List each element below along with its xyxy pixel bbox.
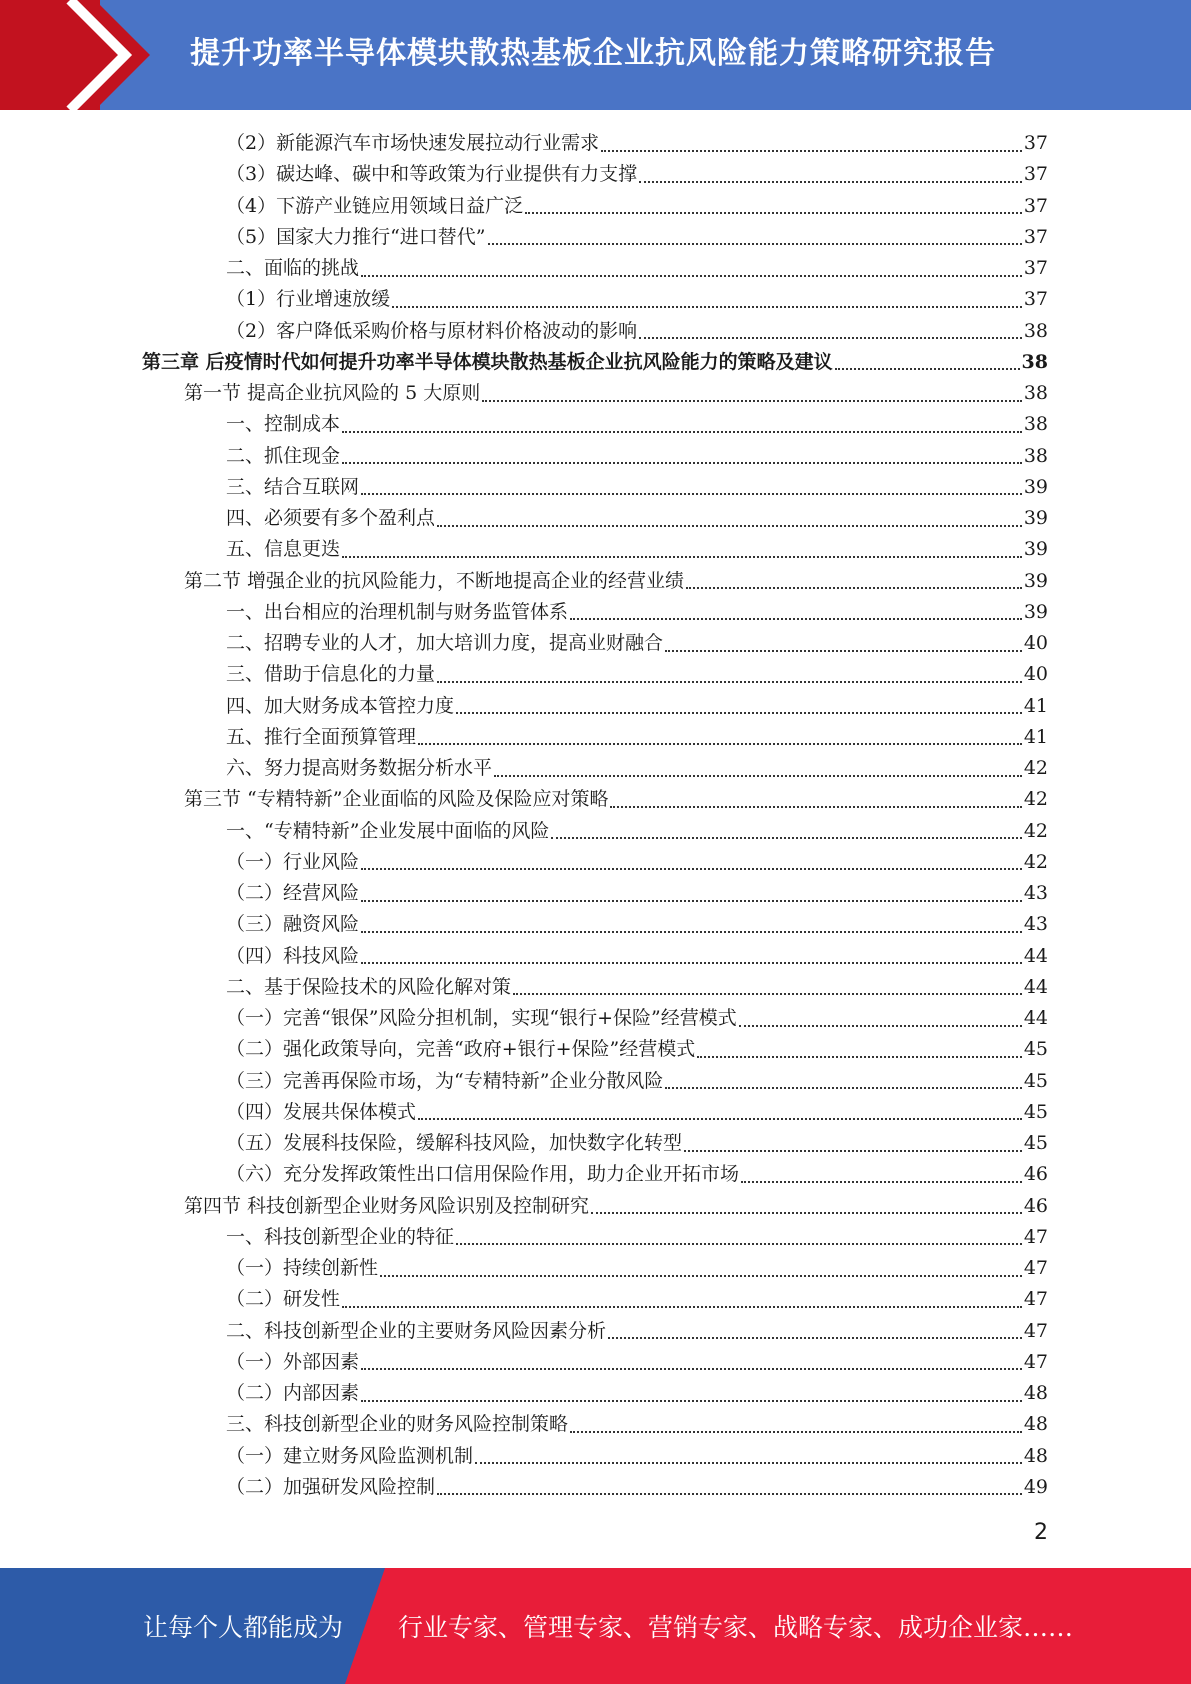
toc-subsection-entry[interactable] (226, 284, 1048, 315)
report-header (0, 0, 1191, 110)
toc-dot-leader (342, 431, 1022, 433)
toc-entry-title: （六）充分发挥政策性出口信用保险作用，助力企业开拓市场 (226, 1163, 740, 1186)
toc-entry-page: 47 (1023, 1350, 1048, 1373)
toc-entry-page: 37 (1023, 163, 1048, 186)
toc-entry-page: 47 (1023, 1257, 1048, 1279)
toc-dot-leader (342, 462, 1022, 464)
toc-entry-page: 38 (1023, 444, 1048, 467)
toc-entry-title: （一）行业风险 (226, 850, 360, 873)
toc-entry-title: 四、必须要有多个盈利点 (226, 507, 436, 529)
toc-entry-title: 五、信息更迭 (226, 538, 341, 561)
toc-subsection-entry[interactable] (226, 1284, 1048, 1315)
toc-entry-page: 37 (1023, 194, 1048, 217)
toc-subsection-entry[interactable] (226, 941, 1048, 972)
toc-entry-title: 一、出台相应的治理机制与财务监管体系 (226, 600, 569, 623)
toc-dot-leader (482, 400, 1022, 402)
toc-dot-leader (513, 993, 1022, 995)
toc-subsection-entry[interactable] (226, 1409, 1048, 1440)
toc-subsection-entry[interactable] (226, 191, 1048, 222)
toc-dot-leader (741, 1181, 1022, 1183)
toc-entry-page: 40 (1023, 632, 1048, 654)
toc-entry-page: 38 (1023, 319, 1048, 342)
toc-section-entry[interactable] (184, 1191, 1048, 1222)
toc-dot-leader (361, 493, 1022, 495)
toc-entry-page: 42 (1023, 850, 1048, 873)
toc-subsection-entry[interactable] (226, 128, 1048, 159)
toc-subsection-entry[interactable] (226, 659, 1048, 690)
toc-subsection-entry[interactable] (226, 972, 1048, 1003)
toc-dot-leader (601, 150, 1022, 152)
toc-dot-leader (392, 306, 1022, 308)
toc-dot-leader (361, 900, 1022, 902)
toc-subsection-entry[interactable] (226, 847, 1048, 878)
header-chevron-icon (0, 0, 150, 110)
toc-entry-page: 48 (1023, 1413, 1048, 1436)
toc-entry-page: 37 (1023, 288, 1048, 311)
toc-entry-title: （二）经营风险 (226, 882, 360, 904)
toc-dot-leader (525, 212, 1022, 214)
toc-entry-title: 三、结合互联网 (226, 475, 360, 498)
toc-entry-page: 38 (1023, 413, 1048, 436)
toc-entry-title: （2）新能源汽车市场快速发展拉动行业需求 (226, 132, 600, 154)
footer-slogan-left: 让每个人都能成为 (143, 1613, 344, 1642)
toc-entry-title: 第四节 科技创新型企业财务风险识别及控制研究 (184, 1194, 590, 1217)
toc-dot-leader (739, 1025, 1022, 1027)
toc-subsection-entry[interactable] (226, 1222, 1048, 1253)
toc-dot-leader (639, 337, 1022, 339)
toc-dot-leader (437, 681, 1022, 683)
toc-subsection-entry[interactable] (226, 159, 1048, 190)
toc-entry-title: 五、推行全面预算管理 (226, 725, 417, 748)
toc-entry-page: 39 (1023, 569, 1048, 592)
toc-dot-leader (361, 931, 1022, 933)
toc-dot-leader (380, 1275, 1022, 1277)
toc-dot-leader (570, 1431, 1022, 1433)
toc-entry-title: （三）融资风险 (226, 913, 360, 936)
toc-entry-page: 46 (1023, 1163, 1048, 1186)
toc-dot-leader (591, 1212, 1022, 1214)
toc-entry-page: 41 (1023, 694, 1048, 717)
toc-entry-title: 二、基于保险技术的风险化解对策 (226, 975, 512, 998)
footer-banner (0, 1568, 1191, 1684)
toc-subsection-entry[interactable] (226, 816, 1048, 847)
toc-entry-title: 三、借助于信息化的力量 (226, 663, 436, 686)
toc-section-entry[interactable] (184, 566, 1048, 597)
toc-entry-title: 第二节 增强企业的抗风险能力，不断地提高企业的经营业绩 (184, 569, 685, 592)
toc-entry-page: 39 (1023, 507, 1048, 529)
toc-entry-title: （5）国家大力推行“进口替代” (226, 225, 486, 248)
toc-dot-leader (684, 1150, 1022, 1152)
toc-entry-page: 46 (1023, 1194, 1048, 1217)
toc-entry-page: 42 (1023, 819, 1048, 842)
toc-entry-title: （二）强化政策导向，完善“政府+银行+保险”经营模式 (226, 1038, 696, 1061)
toc-subsection-entry[interactable] (226, 597, 1048, 628)
toc-entry-title: （2）客户降低采购价格与原材料价格波动的影响 (226, 319, 638, 342)
toc-entry-page: 44 (1023, 944, 1048, 967)
toc-entry-page: 48 (1023, 1382, 1048, 1404)
toc-entry-title: 第一节 提高企业抗风险的 5 大原则 (184, 382, 481, 404)
toc-entry-page: 37 (1023, 132, 1048, 154)
toc-subsection-entry[interactable] (226, 878, 1048, 909)
toc-entry-title: （三）完善再保险市场，为“专精特新”企业分散风险 (226, 1069, 664, 1092)
toc-subsection-entry[interactable] (226, 1034, 1048, 1065)
toc-subsection-entry[interactable] (226, 1066, 1048, 1097)
toc-dot-leader (665, 650, 1022, 652)
toc-entry-page: 38 (1023, 382, 1048, 404)
toc-entry-page: 43 (1023, 882, 1048, 904)
toc-dot-leader (361, 1400, 1022, 1402)
toc-entry-title: （一）外部因素 (226, 1350, 360, 1373)
toc-subsection-entry[interactable] (226, 472, 1048, 503)
toc-subsection-entry[interactable] (226, 628, 1048, 659)
toc-dot-leader (361, 868, 1022, 870)
toc-subsection-entry[interactable] (226, 441, 1048, 472)
report-title: 提升功率半导体模块散热基板企业抗风险能力策略研究报告 (190, 36, 996, 71)
toc-entry-page: 39 (1023, 538, 1048, 561)
toc-subsection-entry[interactable] (226, 253, 1048, 284)
toc-entry-title: 二、抓住现金 (226, 444, 341, 467)
toc-dot-leader (361, 275, 1022, 277)
toc-subsection-entry[interactable] (226, 1003, 1048, 1034)
toc-entry-title: （3）碳达峰、碳中和等政策为行业提供有力支撑 (226, 163, 638, 186)
footer-slogan-right: 行业专家、管理专家、营销专家、战略专家、成功企业家…… (398, 1613, 1074, 1642)
toc-subsection-entry[interactable] (226, 1316, 1048, 1347)
toc-dot-leader (475, 1462, 1022, 1464)
toc-dot-leader (835, 368, 1020, 370)
toc-entry-title: 一、科技创新型企业的特征 (226, 1225, 455, 1248)
toc-dot-leader (437, 1493, 1022, 1495)
toc-entry-title: （一）持续创新性 (226, 1257, 379, 1279)
toc-subsection-entry[interactable] (226, 1441, 1048, 1472)
toc-entry-page: 45 (1023, 1069, 1048, 1092)
toc-dot-leader (418, 1118, 1022, 1120)
toc-entry-page: 39 (1023, 475, 1048, 498)
toc-entry-page: 45 (1023, 1100, 1048, 1123)
toc-subsection-entry[interactable] (226, 1472, 1048, 1503)
toc-entry-page: 47 (1023, 1225, 1048, 1248)
toc-entry-page: 44 (1023, 1007, 1048, 1029)
toc-subsection-entry[interactable] (226, 1378, 1048, 1409)
toc-entry-title: 三、科技创新型企业的财务风险控制策略 (226, 1413, 569, 1436)
toc-dot-leader (418, 743, 1022, 745)
toc-entry-page: 48 (1023, 1444, 1048, 1467)
page-number: 2 (1034, 1520, 1048, 1545)
toc-subsection-entry[interactable] (226, 722, 1048, 753)
toc-dot-leader (608, 1337, 1022, 1339)
toc-entry-title: 二、招聘专业的人才，加大培训力度，提高业财融合 (226, 632, 664, 654)
toc-entry-title: 一、“专精特新”企业发展中面临的风险 (226, 819, 550, 842)
toc-dot-leader (456, 712, 1022, 714)
toc-entry-page: 45 (1023, 1132, 1048, 1154)
toc-entry-title: 第三章 后疫情时代如何提升功率半导体模块散热基板企业抗风险能力的策略及建议 (142, 350, 833, 373)
toc-subsection-entry[interactable] (226, 1097, 1048, 1128)
toc-dot-leader (639, 181, 1022, 183)
toc-entry-title: （一）完善“银保”风险分担机制，实现“银行+保险”经营模式 (226, 1007, 737, 1029)
toc-entry-page: 42 (1023, 788, 1048, 811)
toc-dot-leader (686, 587, 1022, 589)
toc-entry-page: 37 (1023, 225, 1048, 248)
toc-subsection-entry[interactable] (226, 909, 1048, 940)
toc-entry-title: 四、加大财务成本管控力度 (226, 694, 455, 717)
toc-entry-title: 第三节 “专精特新”企业面临的风险及保险应对策略 (184, 788, 609, 811)
toc-entry-title: 二、科技创新型企业的主要财务风险因素分析 (226, 1319, 607, 1342)
toc-dot-leader (551, 837, 1021, 839)
toc-entry-title: （一）建立财务风险监测机制 (226, 1444, 474, 1467)
toc-subsection-entry[interactable] (226, 1128, 1048, 1159)
toc-dot-leader (342, 1306, 1022, 1308)
toc-dot-leader (361, 962, 1022, 964)
toc-section-entry[interactable] (184, 378, 1048, 409)
toc-dot-leader (456, 1243, 1022, 1245)
toc-subsection-entry[interactable] (226, 222, 1048, 253)
toc-dot-leader (697, 1056, 1022, 1058)
toc-entry-title: 一、控制成本 (226, 413, 341, 436)
toc-entry-title: （五）发展科技保险，缓解科技风险，加快数字化转型 (226, 1132, 683, 1154)
toc-section-entry[interactable] (184, 784, 1048, 815)
toc-subsection-entry[interactable] (226, 503, 1048, 534)
toc-entry-page: 44 (1023, 975, 1048, 998)
toc-subsection-entry[interactable] (226, 1347, 1048, 1378)
toc-subsection-entry[interactable] (226, 409, 1048, 440)
toc-entry-page: 39 (1023, 600, 1048, 623)
toc-subsection-entry[interactable] (226, 1253, 1048, 1284)
toc-subsection-entry[interactable] (226, 316, 1048, 347)
toc-dot-leader (437, 525, 1022, 527)
toc-entry-page: 45 (1023, 1038, 1048, 1061)
toc-entry-title: 六、努力提高财务数据分析水平 (226, 757, 493, 779)
toc-entry-page: 47 (1023, 1288, 1048, 1311)
toc-entry-title: （四）发展共保体模式 (226, 1100, 417, 1123)
toc-entry-page: 47 (1023, 1319, 1048, 1342)
toc-entry-page: 41 (1023, 725, 1048, 748)
toc-entry-page: 49 (1023, 1475, 1048, 1498)
toc-subsection-entry[interactable] (226, 691, 1048, 722)
toc-chapter-entry[interactable] (142, 347, 1048, 378)
toc-entry-title: 二、面临的挑战 (226, 257, 360, 279)
toc-dot-leader (488, 243, 1022, 245)
toc-entry-title: （1）行业增速放缓 (226, 288, 391, 311)
toc-entry-page: 37 (1023, 257, 1048, 279)
toc-entry-page: 42 (1023, 757, 1048, 779)
toc-entry-page: 38 (1021, 350, 1048, 373)
toc-dot-leader (342, 556, 1022, 558)
toc-subsection-entry[interactable] (226, 1159, 1048, 1190)
toc-entry-page: 40 (1023, 663, 1048, 686)
toc-entry-title: （二）内部因素 (226, 1382, 360, 1404)
toc-dot-leader (570, 618, 1022, 620)
toc-entry-title: （4）下游产业链应用领域日益广泛 (226, 194, 524, 217)
toc-subsection-entry[interactable] (226, 534, 1048, 565)
toc-subsection-entry[interactable] (226, 753, 1048, 784)
toc-entry-title: （四）科技风险 (226, 944, 360, 967)
toc-entry-page: 43 (1023, 913, 1048, 936)
toc-dot-leader (494, 775, 1022, 777)
toc-dot-leader (361, 1368, 1022, 1370)
toc-dot-leader (665, 1087, 1021, 1089)
toc-dot-leader (610, 806, 1021, 808)
toc-entry-title: （二）研发性 (226, 1288, 341, 1311)
toc-entry-title: （二）加强研发风险控制 (226, 1475, 436, 1498)
